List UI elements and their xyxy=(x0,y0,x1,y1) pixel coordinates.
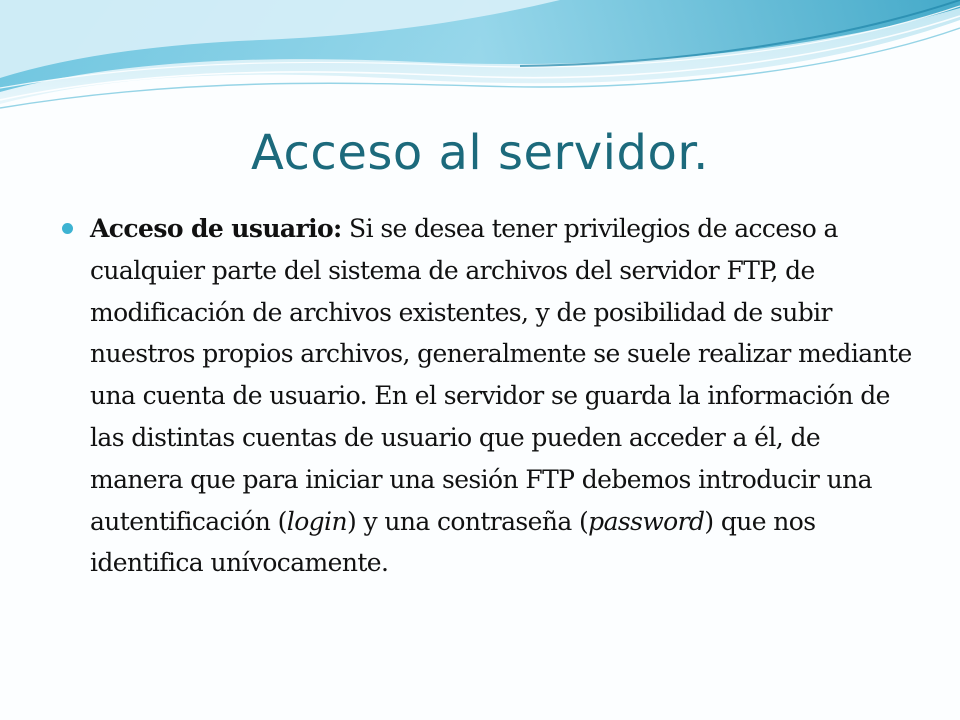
bullet-text xyxy=(90,208,912,584)
slide-title: Acceso al servidor. xyxy=(251,125,709,181)
slide-content xyxy=(62,208,912,584)
bullet-lead: Acceso de usuario: xyxy=(90,214,342,243)
bullet-dot-icon xyxy=(62,223,73,234)
term-login: login xyxy=(286,506,347,536)
bullet-body-part2: ) y una contraseña ( xyxy=(346,506,589,536)
term-password: password xyxy=(588,506,705,536)
bullet-item xyxy=(62,208,912,584)
header-wave-decoration xyxy=(0,0,960,120)
bullet-body-part3: ) que nos identifica unívocamente. xyxy=(90,506,816,578)
bullet-body-part1: Si se desea tener privilegios de acceso a cualquier parte del sistema de archivos del servidor FTP, de modificación de archivos existentes, y de posibilidad de subir nuestros propios archivos, generalmente se suele realizar mediante una cuenta de usuario. En el servidor se guarda la información de las distintas cuentas de usuario que pueden acceder a él, de manera que para iniciar una sesión FTP debemos introducir una autentificación ( xyxy=(90,214,912,536)
